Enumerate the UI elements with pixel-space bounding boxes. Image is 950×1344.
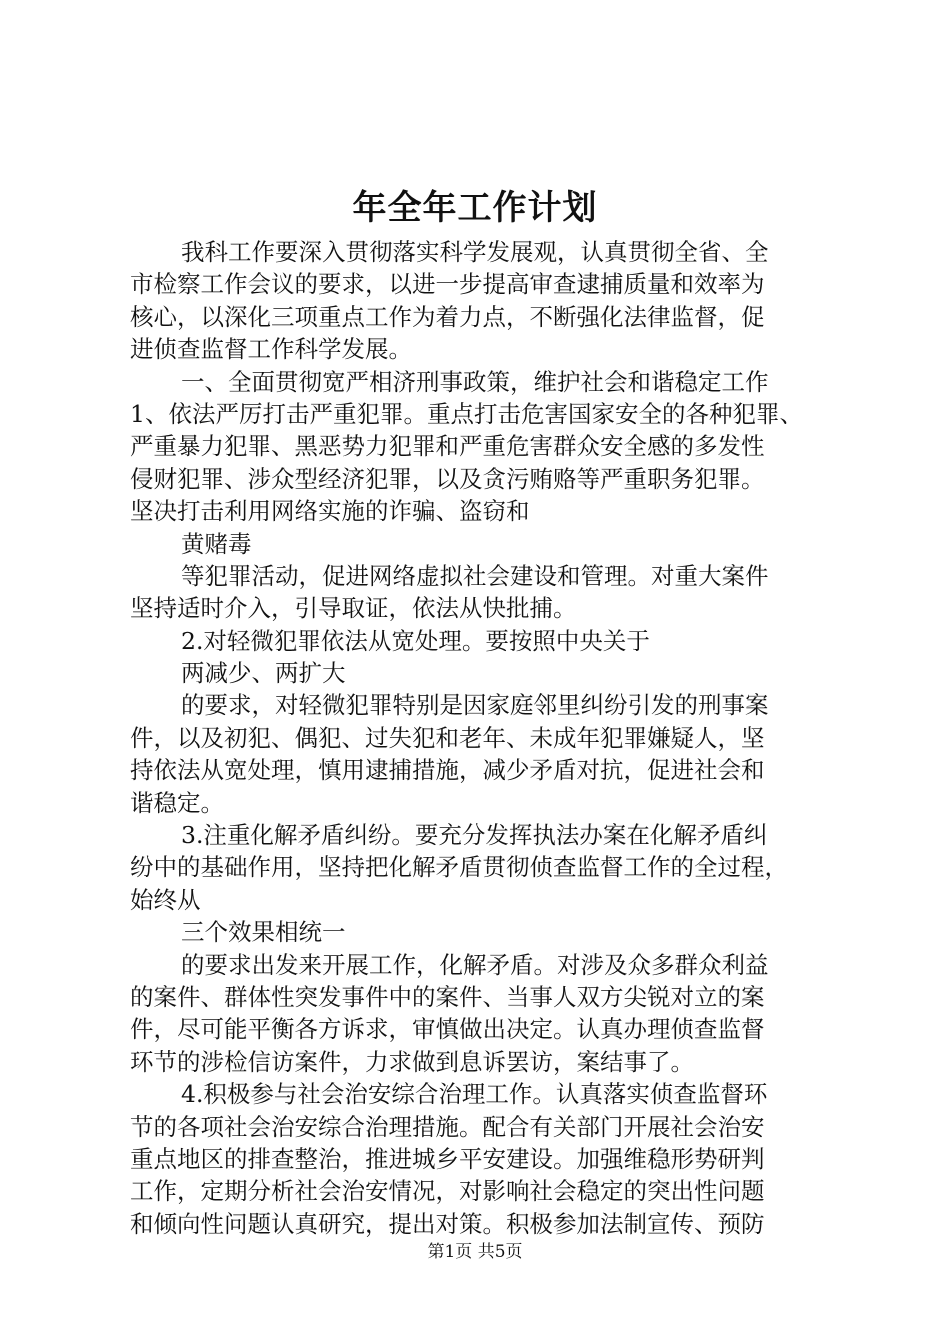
document-body: [130, 236, 835, 1240]
text-line: 持依法从宽处理，慎用逮捕措施，减少矛盾对抗，促进社会和: [130, 756, 765, 785]
text-line: 始终从: [130, 885, 201, 914]
text-line: 的要求出发来开展工作，化解矛盾。对涉及众多群众利益: [181, 950, 769, 979]
text-line: 我科工作要深入贯彻落实科学发展观，认真贯彻全省、全: [181, 238, 769, 266]
text-line: 黄赌毒: [181, 529, 252, 558]
text-line: 件，尽可能平衡各方诉求，审慎做出决定。认真办理侦查监督: [130, 1015, 765, 1044]
text-line: 3.注重化解矛盾纠纷。要充分发挥执法办案在化解矛盾纠: [181, 821, 768, 850]
text-line: 一、全面贯彻宽严相济刑事政策，维护社会和谐稳定工作: [181, 367, 769, 396]
text-line: 坚决打击利用网络实施的诈骗、盗窃和: [130, 497, 530, 526]
text-line: 1、依法严厉打击严重犯罪。重点打击危害国家安全的各种犯罪、: [130, 399, 803, 428]
text-line: 工作，定期分析社会治安情况，对影响社会稳定的突出性问题: [130, 1177, 765, 1206]
text-line: 谐稳定。: [130, 788, 224, 817]
page-footer: 第1页 共5页: [427, 1242, 523, 1262]
text-line: 两减少、两扩大: [181, 659, 346, 688]
document-title: 年全年工作计划: [352, 188, 598, 228]
text-line: 的要求，对轻微犯罪特别是因家庭邻里纠纷引发的刑事案: [181, 691, 769, 720]
text-line: 三个效果相统一: [181, 918, 346, 947]
text-line: 纷中的基础作用，坚持把化解矛盾贯彻侦查监督工作的全过程，: [130, 853, 788, 882]
text-line: 2.对轻微犯罪依法从宽处理。要按照中央关于: [181, 626, 650, 655]
text-line: 进侦查监督工作科学发展。: [130, 335, 412, 364]
text-line: 4.积极参与社会治安综合治理工作。认真落实侦查监督环: [181, 1080, 768, 1109]
text-line: 核心，以深化三项重点工作为着力点，不断强化法律监督，促: [130, 302, 765, 331]
text-line: 节的各项社会治安综合治理措施。配合有关部门开展社会治安: [130, 1112, 765, 1141]
text-line: 和倾向性问题认真研究，提出对策。积极参加法制宣传、预防: [130, 1209, 765, 1238]
text-line: 重点地区的排查整治，推进城乡平安建设。加强维稳形势研判: [130, 1144, 765, 1173]
text-line: 坚持适时介入，引导取证，依法从快批捕。: [130, 594, 577, 623]
text-line: 环节的涉检信访案件，力求做到息诉罢访，案结事了。: [130, 1047, 694, 1076]
text-line: 件，以及初犯、偶犯、过失犯和老年、未成年犯罪嫌疑人，坚: [130, 723, 765, 752]
text-line: 市检察工作会议的要求，以进一步提高审查逮捕质量和效率为: [130, 270, 765, 299]
text-line: 侵财犯罪、涉众型经济犯罪，以及贪污贿赂等严重职务犯罪。: [130, 464, 765, 493]
text-line: 等犯罪活动，促进网络虚拟社会建设和管理。对重大案件: [181, 561, 769, 590]
text-line: 严重暴力犯罪、黑恶势力犯罪和严重危害群众安全感的多发性: [130, 432, 765, 461]
text-line: 的案件、群体性突发事件中的案件、当事人双方尖锐对立的案: [130, 982, 765, 1011]
